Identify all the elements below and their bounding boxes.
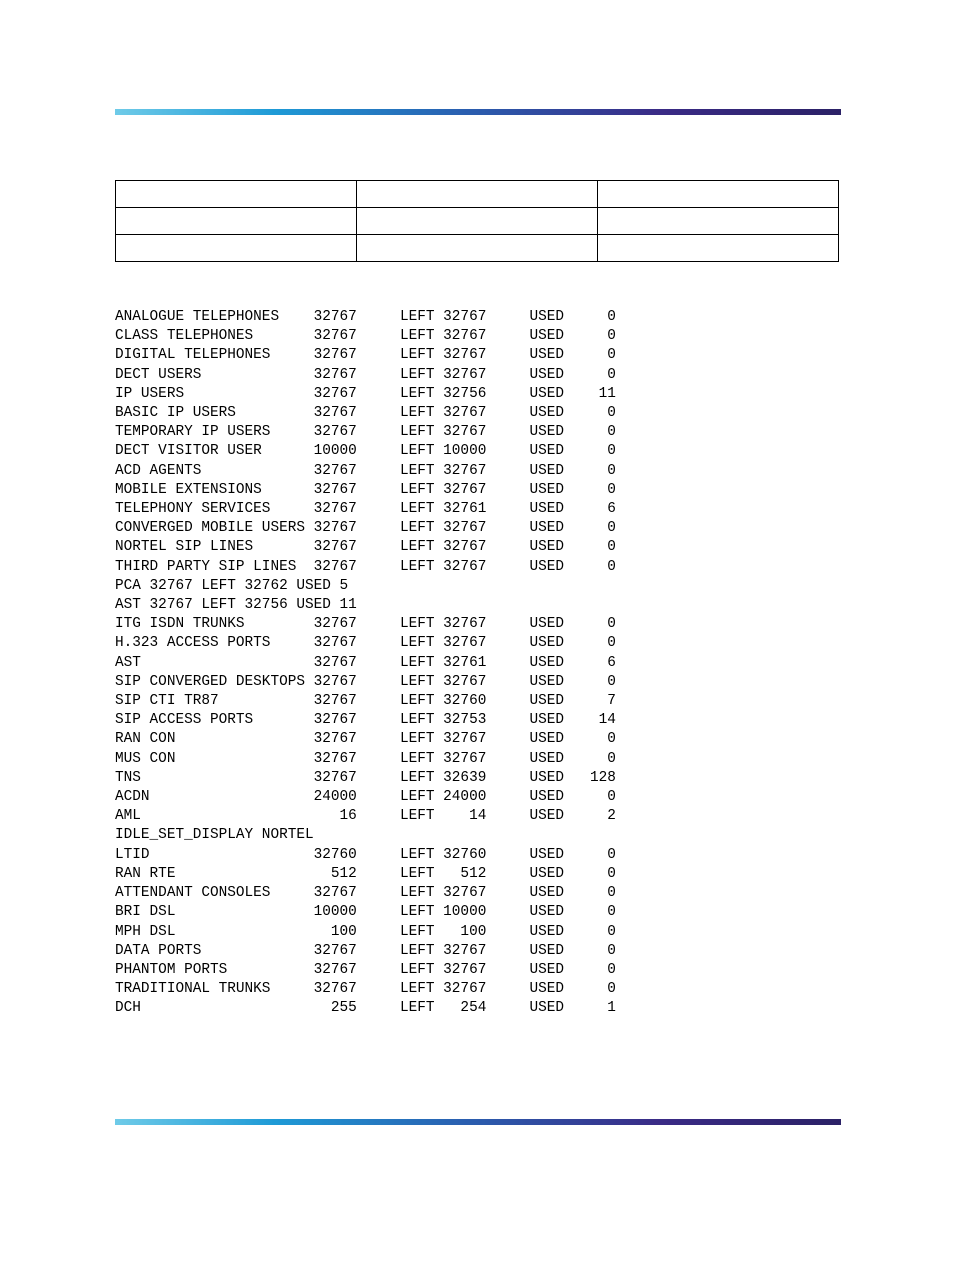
listing-line: MOBILE EXTENSIONS 32767 LEFT 32767 USED 0 xyxy=(115,481,616,498)
listing-line: SIP CTI TR87 32767 LEFT 32760 USED 7 xyxy=(115,693,616,710)
listing-line: DIGITAL TELEPHONES 32767 LEFT 32767 USED 0 xyxy=(115,347,616,364)
listing-line: ACD AGENTS 32767 LEFT 32767 USED 0 xyxy=(115,462,616,479)
listing-line: ATTENDANT CONSOLES 32767 LEFT 32767 USED 0 xyxy=(115,885,616,902)
listing-line: SIP ACCESS PORTS 32767 LEFT 32753 USED 14 xyxy=(115,712,616,729)
listing-line: NORTEL SIP LINES 32767 LEFT 32767 USED 0 xyxy=(115,539,616,556)
listing-line: PHANTOM PORTS 32767 LEFT 32767 USED 0 xyxy=(115,961,616,978)
listing-line: AST 32767 LEFT 32761 USED 6 xyxy=(115,654,616,671)
listing-line: ANALOGUE TELEPHONES 32767 LEFT 32767 USED 0 xyxy=(115,309,616,325)
listing-line: DECT VISITOR USER 10000 LEFT 10000 USED 0 xyxy=(115,443,616,460)
table-cell xyxy=(357,208,598,235)
listing-line: H.323 ACCESS PORTS 32767 LEFT 32767 USED 0 xyxy=(115,635,616,652)
table-row xyxy=(116,208,839,235)
header-table xyxy=(115,180,839,262)
listing-line: ACDN 24000 LEFT 24000 USED 0 xyxy=(115,789,616,806)
listing-line: SIP CONVERGED DESKTOPS 32767 LEFT 32767 USED 0 xyxy=(115,673,616,690)
listing-line: LTID 32760 LEFT 32760 USED 0 xyxy=(115,846,616,863)
header-gradient-bar xyxy=(115,109,841,115)
listing-line: PCA 32767 LEFT 32762 USED 5 xyxy=(115,577,349,594)
listing-line: RAN CON 32767 LEFT 32767 USED 0 xyxy=(115,731,616,748)
table-cell xyxy=(357,181,598,208)
listing-line: CONVERGED MOBILE USERS 32767 LEFT 32767 USED 0 xyxy=(115,520,616,537)
table-row xyxy=(116,181,839,208)
listing-line: IP USERS 32767 LEFT 32756 USED 11 xyxy=(115,385,616,402)
listing-line: TNS 32767 LEFT 32639 USED 128 xyxy=(115,769,616,786)
table-cell xyxy=(598,181,839,208)
listing-line: TELEPHONY SERVICES 32767 LEFT 32761 USED 6 xyxy=(115,501,616,518)
table-cell xyxy=(357,235,598,262)
listing-line: DCH 255 LEFT 254 USED 1 xyxy=(115,1000,616,1017)
listing-line: BRI DSL 10000 LEFT 10000 USED 0 xyxy=(115,904,616,921)
footer-gradient-bar xyxy=(115,1119,841,1125)
listing-line: IDLE_SET_DISPLAY NORTEL xyxy=(115,827,314,844)
table-cell xyxy=(116,208,357,235)
listing-line: THIRD PARTY SIP LINES 32767 LEFT 32767 USED 0 xyxy=(115,558,616,575)
listing-line: TEMPORARY IP USERS 32767 LEFT 32767 USED 0 xyxy=(115,424,616,441)
listing-line: MPH DSL 100 LEFT 100 USED 0 xyxy=(115,923,616,940)
table-cell xyxy=(116,181,357,208)
command-output-listing xyxy=(115,308,616,1019)
listing-line: AML 16 LEFT 14 USED 2 xyxy=(115,808,616,825)
listing-line: CLASS TELEPHONES 32767 LEFT 32767 USED 0 xyxy=(115,328,616,345)
table-cell xyxy=(598,235,839,262)
listing-line: MUS CON 32767 LEFT 32767 USED 0 xyxy=(115,750,616,767)
listing-line: ITG ISDN TRUNKS 32767 LEFT 32767 USED 0 xyxy=(115,616,616,633)
listing-line: RAN RTE 512 LEFT 512 USED 0 xyxy=(115,865,616,882)
table-cell xyxy=(598,208,839,235)
table-cell xyxy=(116,235,357,262)
listing-line: TRADITIONAL TRUNKS 32767 LEFT 32767 USED 0 xyxy=(115,981,616,998)
listing-line: AST 32767 LEFT 32756 USED 11 xyxy=(115,597,357,614)
listing-line: DATA PORTS 32767 LEFT 32767 USED 0 xyxy=(115,942,616,959)
listing-line: BASIC IP USERS 32767 LEFT 32767 USED 0 xyxy=(115,405,616,422)
listing-line: DECT USERS 32767 LEFT 32767 USED 0 xyxy=(115,366,616,383)
table-row xyxy=(116,235,839,262)
